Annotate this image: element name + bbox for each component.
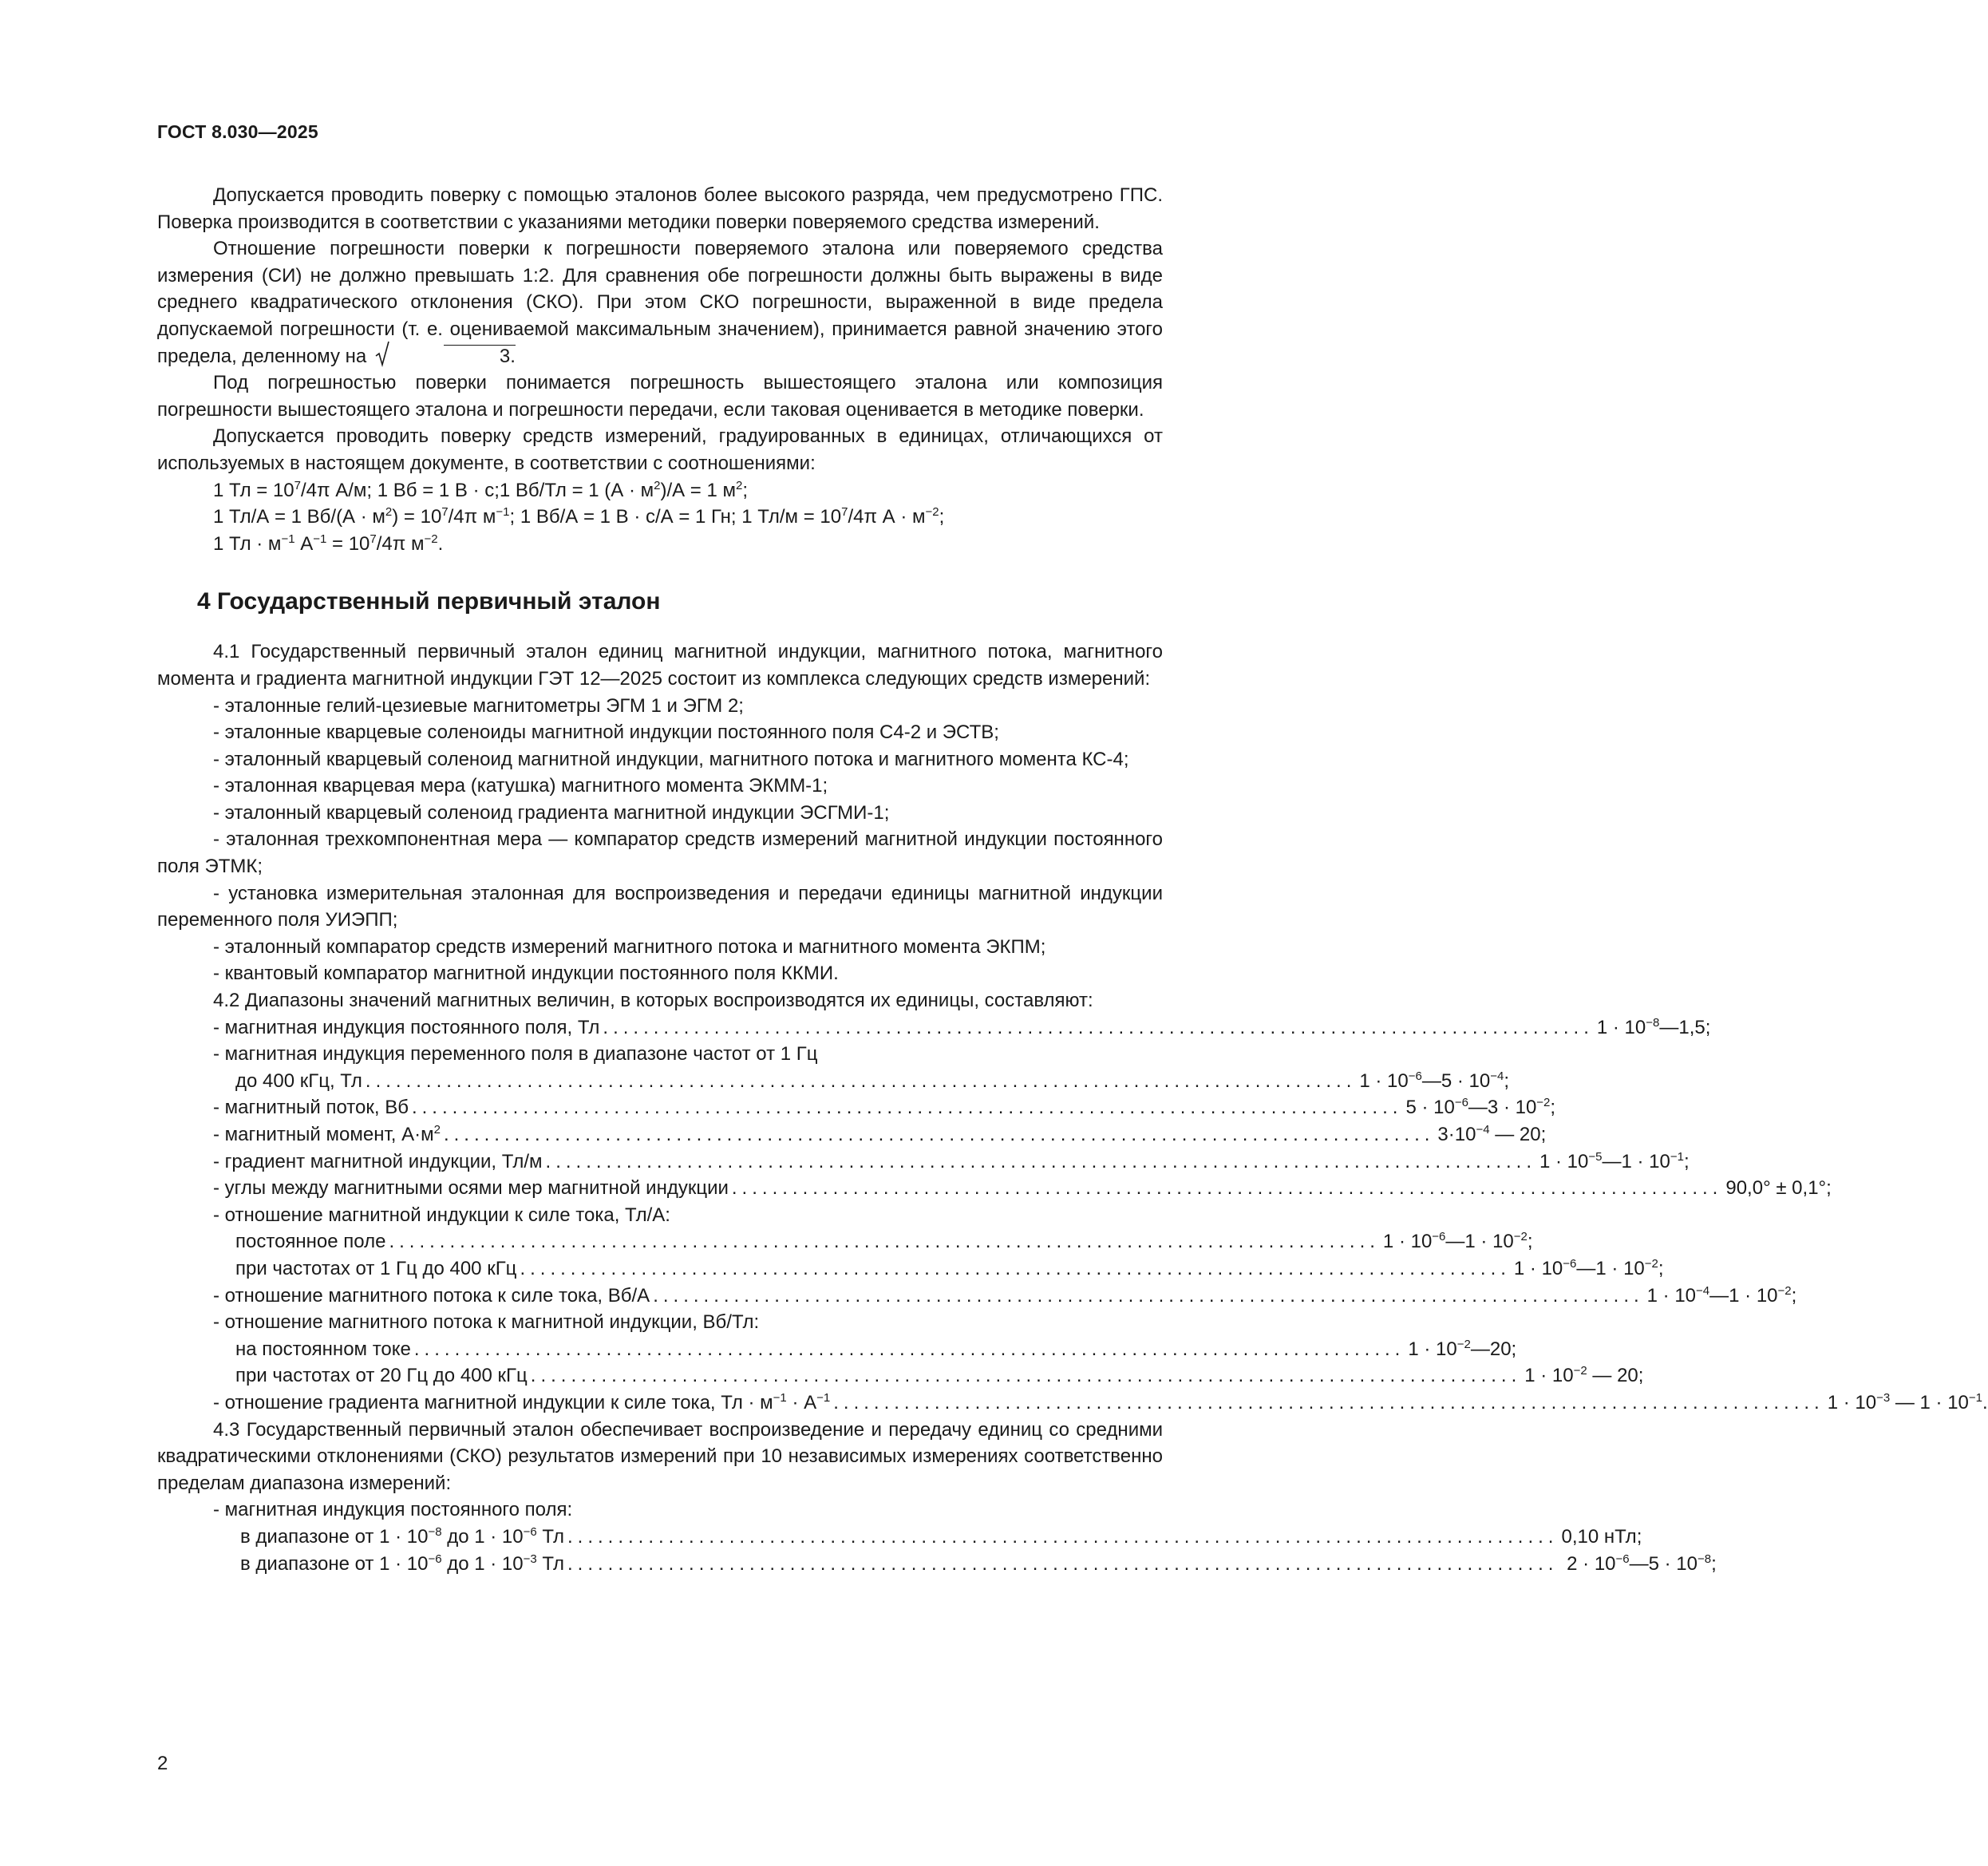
range-row: на постоянном токе .................................................................................................. $1 \cdot 10^{-2}—20$; <box>157 1336 1163 1363</box>
range-row: - отношение магнитного потока к силе тока, Вб/А .................................................................................................. $1 \cdot 10^{-4}—1 \cdot 10^{-2}$; <box>157 1283 1163 1310</box>
range-value: $1 \cdot 10^{-4}—1 \cdot 10^{-2}$; <box>1646 1283 1797 1307</box>
formula-line: 1 Тл · $м^{-1}$ $А^{-1} = 10^7/4\pi$ $м^{-2}$. <box>213 532 444 555</box>
range-row: - градиент магнитной индукции, Тл/м .................................................................................................. $1 \cdot 10^{-5}—1 \cdot 10^{-1}$; <box>157 1148 1163 1176</box>
document-body <box>157 182 1988 1577</box>
sqrt-radicand: 3. <box>444 345 516 367</box>
range-row: при частотах от 1 Гц до 400 кГц .................................................................................................. $1 \cdot 10^{-6}—1 \cdot 10^{-2}$; <box>157 1255 1163 1283</box>
formula-line: 1 Тл = $10^7/4\pi$ А/м; 1 Вб = 1 В · с;1 Вб/Тл = 1 $(А \cdot м^2)/А = 1$ $м^2$; <box>213 478 749 501</box>
sqrt-symbol <box>375 343 516 370</box>
range-value: $2 \cdot 10^{-6}—5 \cdot 10^{-8}$; <box>1561 1552 1717 1575</box>
range-value: $1 \cdot 10^{-6}—1 \cdot 10^{-2}$; <box>1513 1256 1664 1279</box>
range-value: $3\cdot 10^{-4}$ — 20; <box>1437 1123 1547 1145</box>
range-value: $1 \cdot 10^{-6}—1 \cdot 10^{-2}$; <box>1382 1230 1533 1253</box>
list-item: - эталонный кварцевый соленоид магнитной индукции, магнитного потока и магнитного момента КС-4; <box>213 748 1129 770</box>
section-heading: 4 Государственный первичный эталон <box>197 588 661 615</box>
list-item: - эталонная трехкомпонентная мера — компаратор средств измерений магнитной индукции постоянного поля ЭТМК; <box>157 828 1163 878</box>
range-row: - углы между магнитными осями мер магнитной индукции .................................................................................................. 90,0° ± 0,1°; <box>157 1175 1163 1202</box>
document-header: ГОСТ 8.030—2025 <box>157 121 318 142</box>
range-value: $1 \cdot 10^{-8}—1,5$; <box>1596 1015 1711 1038</box>
list-item: - эталонные гелий-цезиевые магнитометры ЭГМ 1 и ЭГМ 2; <box>213 694 744 717</box>
paragraph: Допускается проводить поверку средств измерений, градуированных в единицах, отличающихся от используемых в настоящем документе, в соответствии с соотношениями: <box>157 425 1163 474</box>
range-row: при частотах от 20 Гц до 400 кГц .................................................................................................. $1 \cdot 10^{-2}$ — 20; <box>157 1362 1163 1390</box>
paragraph: 4.2 Диапазоны значений магнитных величин, в которых воспроизводятся их единицы, составляют: <box>213 990 1093 1012</box>
range-row: - отношение градиента магнитной индукции к силе тока, Тл · $м^{-1} \cdot А^{-1}$ .................................................................................................. $1 \cdot 10^{-3}$ — $1 \cdot 10^{-1}$. <box>157 1390 1163 1417</box>
range-row: - магнитная индукция постоянного поля, Тл .................................................................................................. $1 \cdot 10^{-8}—1,5$; <box>157 1014 1163 1042</box>
range-value: $1 \cdot 10^{-5}—1 \cdot 10^{-1}$; <box>1539 1149 1690 1172</box>
paragraph-text: Отношение погрешности поверки к погрешности поверяемого эталона или поверяемого средства измерения (СИ) не должно превышать 1:2. Для сравнения обе погрешности должны быть выражены в виде среднего квадратического отклонения (СКО). При этом СКО погрешности, выраженной в виде предела допускаемой погрешности (т. е. оцениваемой максимальным значением), принимается равной значению этого предела, деленному на <box>157 238 1163 367</box>
range-heading: - магнитная индукция постоянного поля: <box>213 1499 573 1521</box>
range-value: $1 \cdot 10^{-6}—5 \cdot 10^{-4}$; <box>1359 1069 1510 1092</box>
range-row: постоянное поле .................................................................................................. $1 \cdot 10^{-6}—1 \cdot 10^{-2}$; <box>157 1228 1163 1255</box>
list-item: - эталонный компаратор средств измерений магнитного потока и магнитного момента ЭКПМ; <box>213 935 1046 958</box>
range-heading: - отношение магнитного потока к магнитной индукции, Вб/Тл: <box>213 1311 760 1334</box>
paragraph: Допускается проводить поверку с помощью эталонов более высокого разряда, чем предусмотрено ГПС. Поверка производится в соответствии с указаниями методики поверки поверяемого средства измерений. <box>157 184 1163 233</box>
list-item: - эталонные кварцевые соленоиды магнитной индукции постоянного поля С4-2 и ЭСТВ; <box>213 721 999 744</box>
range-row: до 400 кГц, Тл .................................................................................................. $1 \cdot 10^{-6}—5 \cdot 10^{-4}$; <box>157 1068 1163 1095</box>
range-value: $5 \cdot 10^{-6}—3 \cdot 10^{-2}$; <box>1405 1096 1556 1119</box>
paragraph: Под погрешностью поверки понимается погрешность вышестоящего эталона или композиция погрешности вышестоящего эталона и погрешности передачи, если таковая оценивается в методике поверки. <box>157 372 1163 421</box>
paragraph: 4.3 Государственный первичный эталон обеспечивает воспроизведение и передачу единиц со средними квадратическими отклонениями (СКО) результатов измерений при 10 независимых измерениях соответственно пределам диапазона измерений: <box>157 1418 1163 1494</box>
range-heading: - отношение магнитной индукции к силе тока, Тл/А: <box>213 1204 670 1226</box>
range-row: в диапазоне от $1 \cdot 10^{-8}$ до $1 \cdot 10^{-6}$ Тл .................................................................................................. 0,10 нТл; <box>157 1524 1163 1551</box>
list-item: - эталонный кварцевый соленоид градиента магнитной индукции ЭСГМИ-1; <box>213 801 890 824</box>
range-heading: - магнитная индукция переменного поля в диапазоне частот от 1 Гц <box>213 1043 818 1065</box>
paragraph <box>157 235 1163 370</box>
paragraph: 4.1 Государственный первичный эталон единиц магнитной индукции, магнитного потока, магнитного момента и градиента магнитной индукции ГЭТ 12—2025 состоит из комплекса следующих средств измерений: <box>157 641 1163 690</box>
list-item: - установка измерительная эталонная для воспроизведения и передачи единицы магнитной индукции переменного поля УИЭПП; <box>157 882 1163 931</box>
range-value: 90,0° ± 0,1°; <box>1725 1177 1832 1200</box>
range-row: - магнитный момент, $А\cdot м^2$ .................................................................................................. $3\cdot 10^{-4}$ — 20; <box>157 1121 1163 1148</box>
range-row: в диапазоне от $1 \cdot 10^{-6}$ до $1 \cdot 10^{-3}$ Тл .................................................................................................. $2 \cdot 10^{-6}—5 \cdot 10^{-8}$; <box>157 1551 1163 1578</box>
range-value: $1 \cdot 10^{-2}$ — 20; <box>1524 1364 1644 1387</box>
range-value: $1 \cdot 10^{-3}$ — $1 \cdot 10^{-1}$. <box>1827 1390 1988 1413</box>
list-item: - квантовый компаратор магнитной индукции постоянного поля ККМИ. <box>213 963 839 985</box>
formula-line: 1 Тл/А = 1 $Вб/(А \cdot м^2) = 10^7/4\pi$ $м^{-1}$; 1 Вб/А = 1 В · с/А = 1 Гн; 1 $Тл/м = 10^7/4\pi$ $А \cdot м^{-2}$; <box>213 505 945 528</box>
page-number: 2 <box>157 1753 168 1774</box>
range-value: 0,10 нТл; <box>1561 1525 1642 1548</box>
list-item: - эталонная кварцевая мера (катушка) магнитного момента ЭКММ-1; <box>213 775 828 797</box>
range-row: - магнитный поток, Вб .................................................................................................. $5 \cdot 10^{-6}—3 \cdot 10^{-2}$; <box>157 1094 1163 1121</box>
range-value: $1 \cdot 10^{-2}—20$; <box>1408 1337 1517 1360</box>
